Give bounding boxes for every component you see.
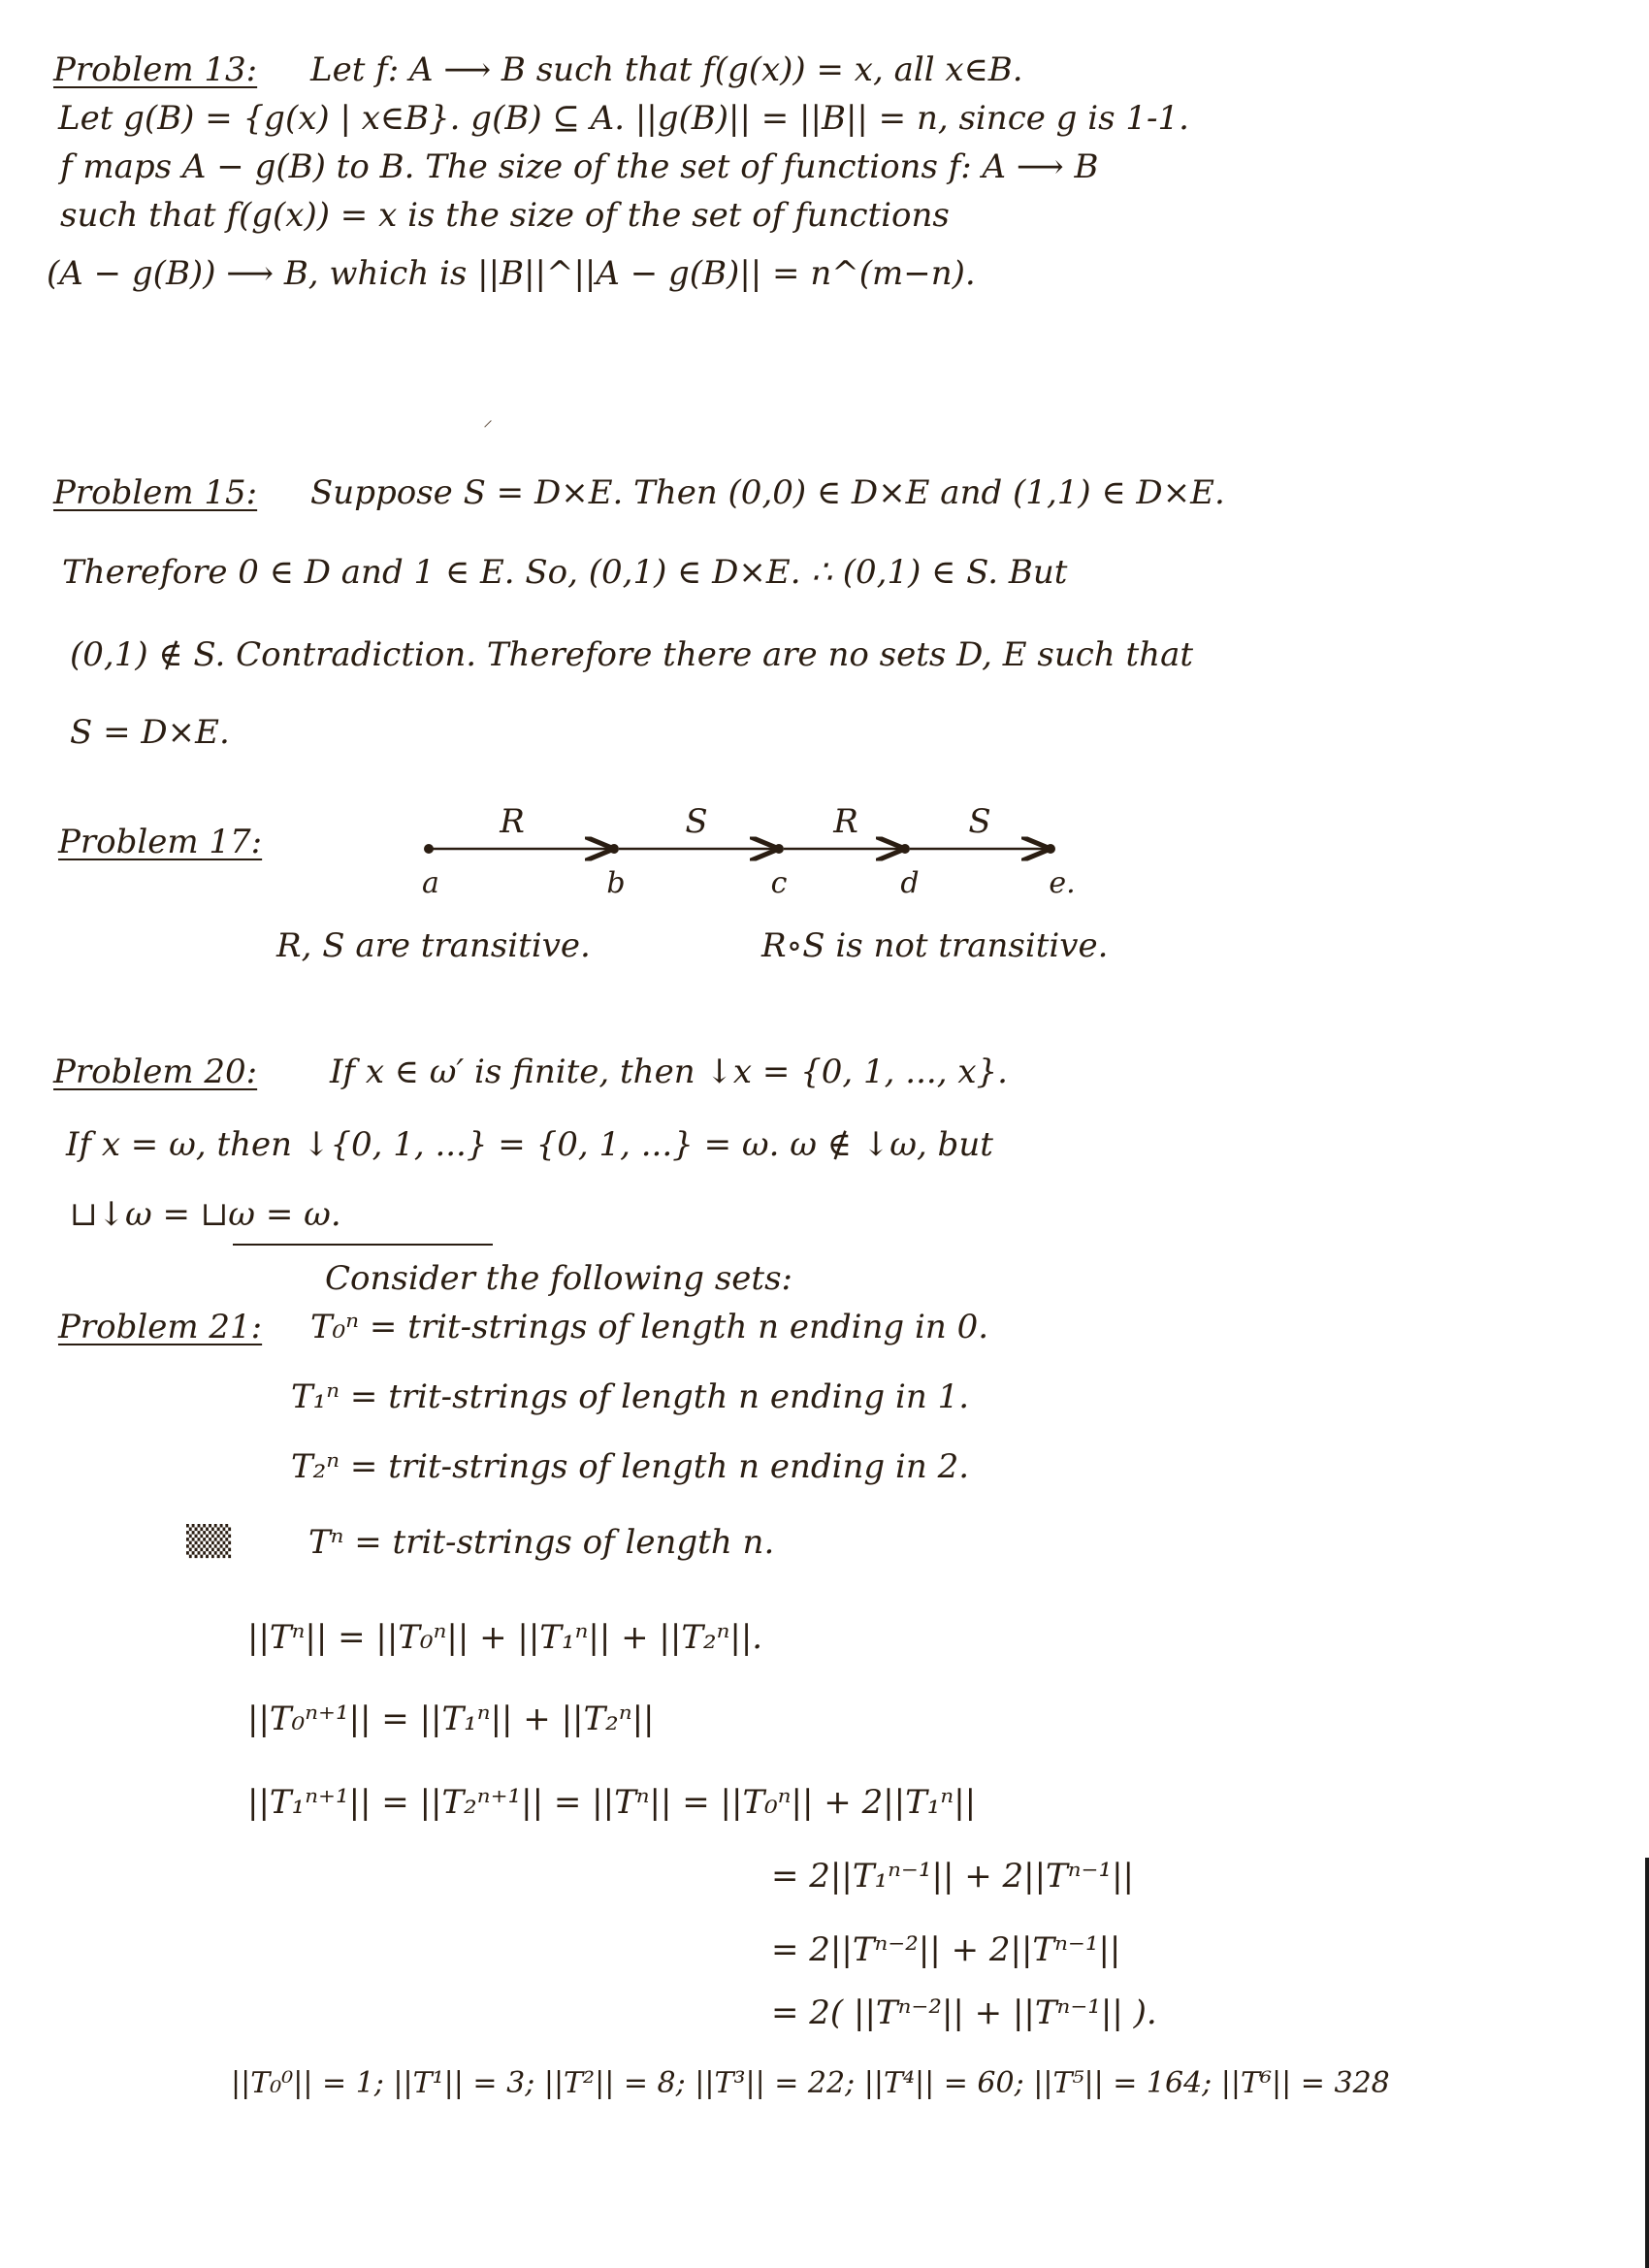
problem-20-line-1: If x ∈ ω′ is finite, then ↓x = {0, 1, ..., x}. <box>330 1053 1008 1091</box>
scan-edge <box>1645 1858 1649 2268</box>
problem-21-values: ||T₀⁰|| = 1; ||T¹|| = 3; ||T²|| = 8; ||T³|| = 22; ||T⁴|| = 60; ||T⁵|| = 164; ||T⁶|| = 328 <box>231 2066 1390 2100</box>
problem-13-line-2: Let g(B) = {g(x) | x∈B}. g(B) ⊆ A. ||g(B)|| = ||B|| = n, since g is 1-1. <box>58 99 1189 138</box>
node-label-e: e. <box>1049 866 1076 900</box>
problem-21-eq-5: = 2||Tⁿ⁻²|| + 2||Tⁿ⁻¹|| <box>771 1930 1121 1969</box>
edge-label-1: R <box>500 802 525 841</box>
problem-21-def-t2: T₂ⁿ = trit-strings of length n ending in 2. <box>291 1447 970 1486</box>
problem-20-heading: Problem 20: <box>53 1053 258 1091</box>
problem-17-line-2: R∘S is not transitive. <box>761 926 1109 965</box>
problem-21-eq-4: = 2||T₁ⁿ⁻¹|| + 2||Tⁿ⁻¹|| <box>771 1857 1134 1895</box>
problem-21-eq-2: ||T₀ⁿ⁺¹|| = ||T₁ⁿ|| + ||T₂ⁿ|| <box>247 1700 655 1738</box>
edge-label-4: S <box>968 802 991 841</box>
scribble-mark: ▒▒ <box>186 1525 232 1559</box>
node-b-dot <box>609 844 619 854</box>
problem-21-def-t: Tⁿ = trit-strings of length n. <box>308 1523 775 1562</box>
problem-20-line-3: ⊔↓ω = ⊔ω = ω. <box>70 1195 341 1234</box>
problem-17-line-1: R, S are transitive. <box>276 926 591 965</box>
problem-17-heading: Problem 17: <box>58 823 263 861</box>
problem-21-heading: Problem 21: <box>58 1308 263 1346</box>
relation-chain-diagram <box>407 795 1106 902</box>
problem-15-line-3: (0,1) ∉ S. Contradiction. Therefore there are no sets D, E such that <box>70 635 1194 674</box>
stray-mark: ⸝ <box>483 407 493 431</box>
node-d-dot <box>900 844 910 854</box>
problem-15-heading: Problem 15: <box>53 473 258 512</box>
problem-13-heading: Problem 13: <box>53 50 258 89</box>
problem-15-line-4: S = D×E. <box>70 713 230 752</box>
problem-21-eq-3: ||T₁ⁿ⁺¹|| = ||T₂ⁿ⁺¹|| = ||Tⁿ|| = ||T₀ⁿ|| + 2||T₁ⁿ|| <box>247 1783 977 1822</box>
problem-13-line-3: f maps A − g(B) to B. The size of the set of functions f: A ⟶ B <box>60 147 1099 186</box>
problem-13-line-4: such that f(g(x)) = x is the size of the set of functions <box>60 196 950 235</box>
problem-20-line-2: If x = ω, then ↓{0, 1, ...} = {0, 1, ...} = ω. ω ∉ ↓ω, but <box>66 1125 993 1164</box>
node-label-b: b <box>606 866 626 900</box>
node-a-dot <box>424 844 434 854</box>
problem-21-def-t0: T₀ⁿ = trit-strings of length n ending in 0. <box>310 1308 989 1346</box>
node-label-d: d <box>900 866 920 900</box>
problem-21-def-t1: T₁ⁿ = trit-strings of length n ending in 1. <box>291 1377 970 1416</box>
node-label-c: c <box>770 866 788 900</box>
edge-label-2: S <box>685 802 708 841</box>
node-c-dot <box>774 844 784 854</box>
problem-21-eq-1: ||Tⁿ|| = ||T₀ⁿ|| + ||T₁ⁿ|| + ||T₂ⁿ||. <box>247 1618 763 1657</box>
problem-15-line-2: Therefore 0 ∈ D and 1 ∈ E. So, (0,1) ∈ D×E. ∴ (0,1) ∈ S. But <box>62 553 1068 592</box>
problem-21-eq-6: = 2( ||Tⁿ⁻²|| + ||Tⁿ⁻¹|| ). <box>771 1993 1157 2032</box>
node-label-a: a <box>422 866 439 900</box>
edge-label-3: R <box>833 802 858 841</box>
separator-rule <box>233 1244 493 1246</box>
node-e-dot <box>1046 844 1055 854</box>
problem-13-line-1: Let f: A ⟶ B such that f(g(x)) = x, all x∈B. <box>310 50 1023 89</box>
problem-21-intro: Consider the following sets: <box>325 1259 792 1298</box>
problem-15-line-1: Suppose S = D×E. Then (0,0) ∈ D×E and (1,1) ∈ D×E. <box>310 473 1225 512</box>
problem-13-line-5: (A − g(B)) ⟶ B, which is ||B||^||A − g(B)|| = n^(m−n). <box>47 254 976 293</box>
